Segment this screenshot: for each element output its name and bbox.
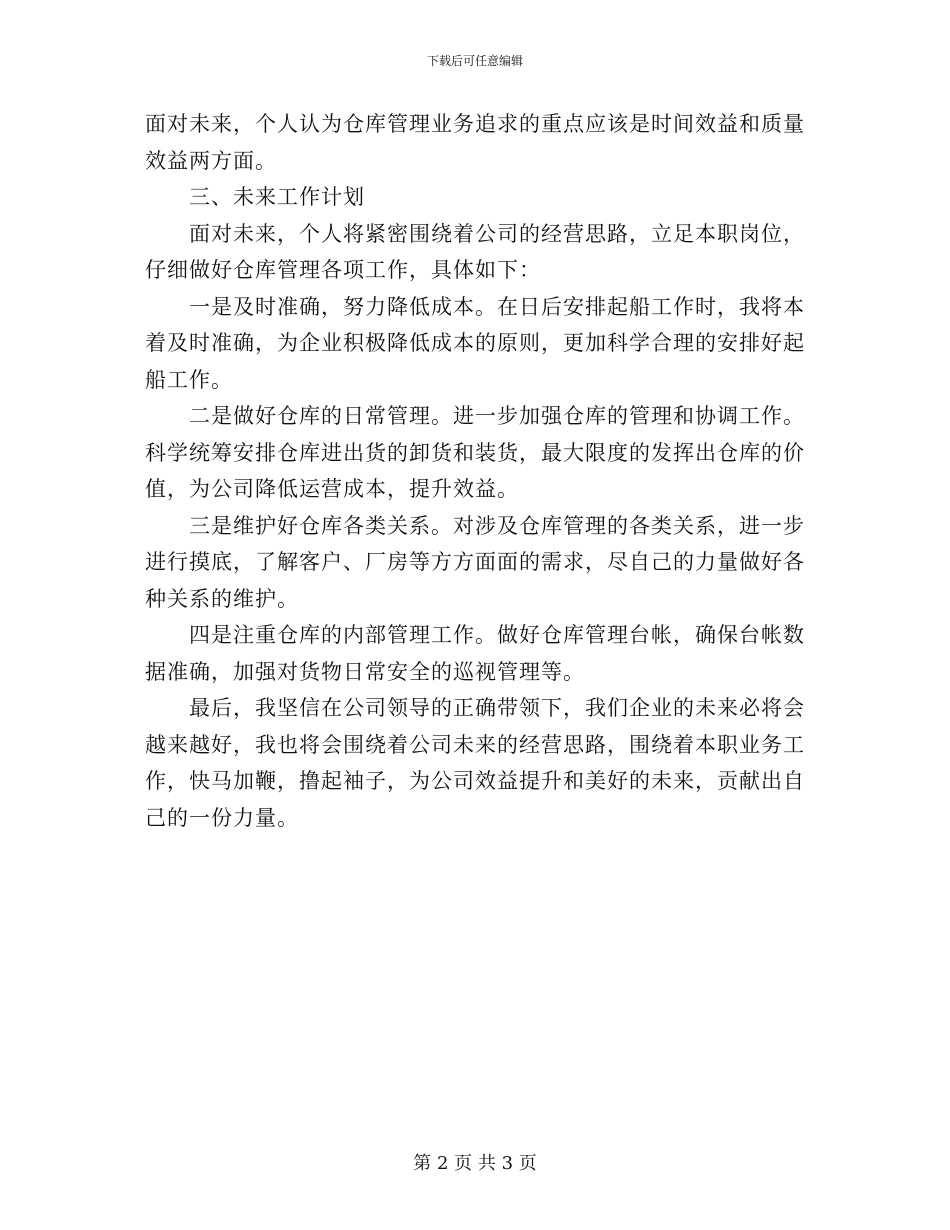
paragraph-continuation: 面对未来，个人认为仓库管理业务追求的重点应该是时间效益和质量效益两方面。 [145,112,805,173]
paragraph-item-1: 一是及时准确，努力降低成本。在日后安排起船工作时，我将本着及时准确，为企业积极降低成本的原则，更加科学合理的安排好起船工作。 [145,294,805,392]
page-number-footer: 第 2 页 共 3 页 [413,1153,537,1174]
paragraph-intro: 面对未来，个人将紧密围绕着公司的经营思路，立足本职岗位，仔细做好仓库管理各项工作，具体如下： [145,221,805,282]
paragraph-item-4: 四是注重仓库的内部管理工作。做好仓库管理台帐，确保台帐数据准确，加强对货物日常安全的巡视管理等。 [145,623,805,684]
page-header-note: 下载后可任意编辑 [426,54,523,68]
document-body [145,106,805,836]
paragraph-item-3: 三是维护好仓库各类关系。对涉及仓库管理的各类关系，进一步进行摸底，了解客户、厂房等方方面面的需求，尽自己的力量做好各种关系的维护。 [145,513,805,611]
paragraph-item-2: 二是做好仓库的日常管理。进一步加强仓库的管理和协调工作。科学统筹安排仓库进出货的卸货和装货，最大限度的发挥出仓库的价值，为公司降低运营成本，提升效益。 [145,404,805,501]
section-heading: 三、未来工作计划 [189,185,365,209]
paragraph-conclusion: 最后，我坚信在公司领导的正确带领下，我们企业的未来必将会越来越好，我也将会围绕着公司未来的经营思路，围绕着本职业务工作，快马加鞭，撸起袖子，为公司效益提升和美好的未来，贡献出自己的一份力量。 [145,696,805,830]
